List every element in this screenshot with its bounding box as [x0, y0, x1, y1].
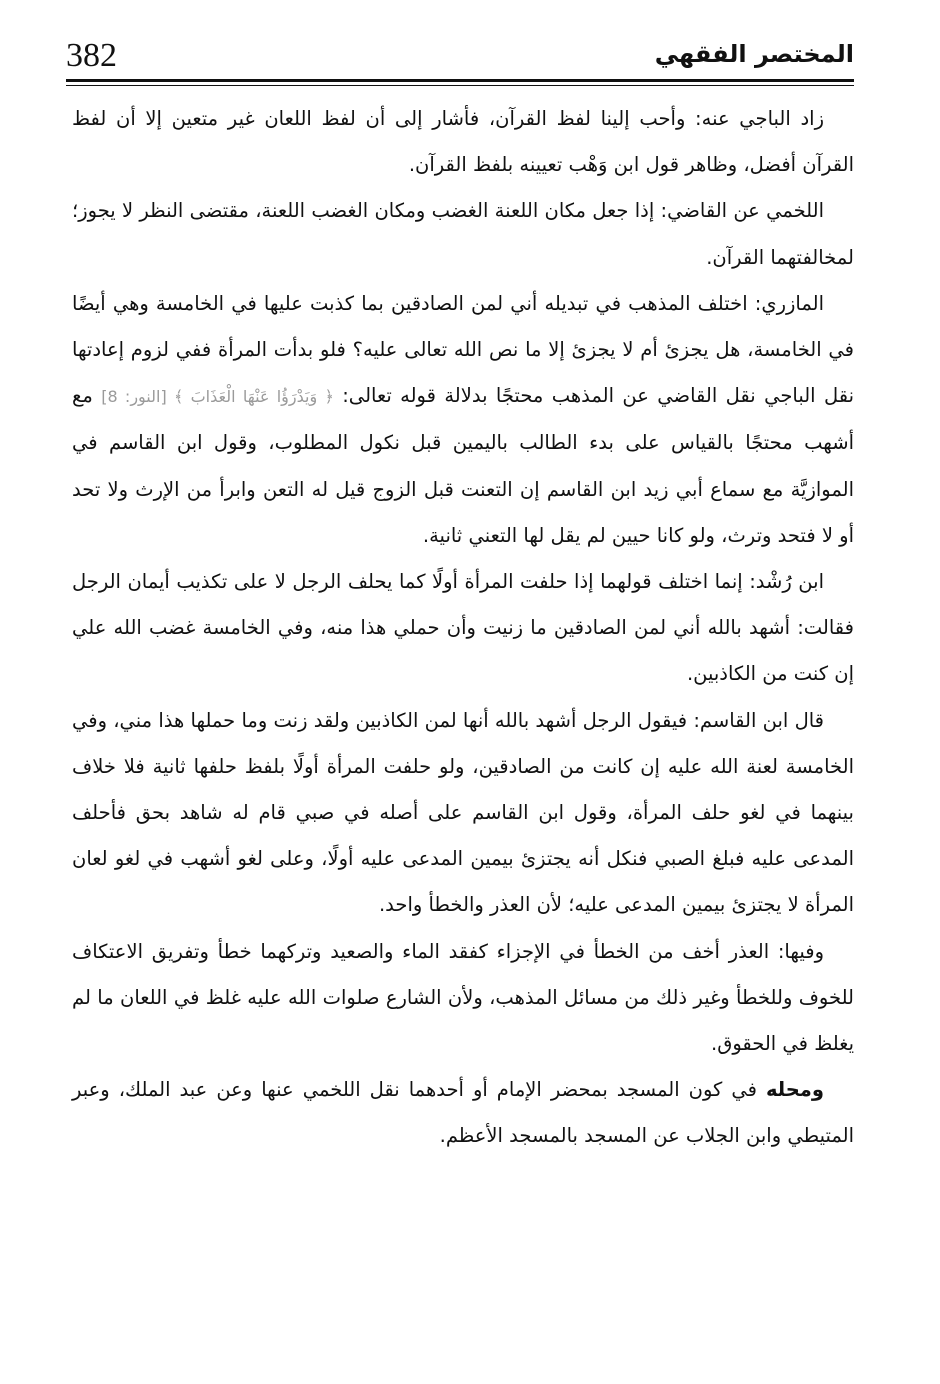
page-number: 382 [66, 37, 117, 74]
paragraph [72, 281, 854, 559]
paragraph-text: زاد الباجي عنه: وأحب إلينا لفظ القرآن، فأشار إلى أن لفظ اللعان غير متعين إلا أن لفظ القرآن أفضل، وظاهر قول ابن وَهْب تعيينه بلفظ القرآن. [72, 107, 854, 177]
paragraph-text: وفيها: العذر أخف من الخطأ في الإجزاء كفقد الماء والصعيد وتركهما خطأ وتفريق الاعتكاف للخوف وللخطأ وغير ذلك من مسائل المذهب، ولأن الشارع صلوات الله عليه غلظ في اللعان ما لم يغلظ في الحقوق. [72, 939, 854, 1056]
paragraph [72, 1067, 854, 1159]
paragraph [72, 929, 854, 1068]
paragraph-text: قال ابن القاسم: فيقول الرجل أشهد بالله أنها لمن الكاذبين ولقد زنت وما حملها هذا مني، وفي الخامسة لعنة الله عليه إن كانت من الصادقين، ولو حلفت المرأة أولًا بلفظ حلفها ثانية فلا خلاف بينهما في لغو حلف المرأة، وقول ابن القاسم على أصله في صبي قام له شاهد بحق فأحلف المدعى عليه فبلغ الصبي فنكل أنه يجتزئ بيمين المدعى عليه أولًا، وعلى لغو أشهب في لغو لعان المرأة لا يجتزئ بيمين المدعى عليه؛ لأن العذر والخطأ واحد. [72, 708, 854, 917]
paragraph-text: اللخمي عن القاضي: إذا جعل مكان اللعنة الغضب ومكان الغضب اللعنة، مقتضى النظر لا يجوز؛ لمخالفتهما القرآن. [72, 199, 854, 269]
paragraph-lead-word: ومحله [765, 1078, 824, 1102]
paragraph [72, 188, 854, 280]
page-header [66, 26, 854, 78]
paragraph-text: ابن رُشْد: إنما اختلف قولهما إذا حلفت المرأة أولًا كما يحلف الرجل لا على تكذيب أيمان الرجل فقالت: أشهد بالله أني لمن الصادقين ما زنيت وأن حملي هذا منه، وفي الخامسة غضب الله علي إن كنت من الكاذبين. [72, 570, 854, 686]
page-body [72, 96, 854, 1326]
book-title: المختصر الفقهي [654, 40, 854, 68]
paragraph [72, 698, 854, 929]
paragraph-text: مع أشهب محتجًا بالقياس على بدء الطالب باليمين قبل نكول المطلوب، وقول ابن القاسم في الموازيَّة مع سماع أبي زيد ابن القاسم إن التعنت قبل الزوج قيل له التعن وابرأ من الإرث ولا تحد أو لا فتحد وترث، ولو كانا حيين لم يقل لها التعني ثانية. [72, 384, 854, 547]
header-rule-thick [66, 79, 854, 82]
paragraph-text: في كون المسجد بمحضر الإمام أو أحدهما نقل اللخمي عنها وعن عبد الملك، وعبر المتيطي وابن الجلاب عن المسجد بالمسجد الأعظم. [72, 1078, 854, 1148]
quran-reference: ﴿ وَيَدْرَؤُا عَنْهَا الْعَذَابَ ﴾ [النور: 8] [101, 387, 334, 407]
paragraph [72, 96, 854, 188]
paragraph [72, 559, 854, 698]
header-rule-thin [66, 85, 854, 86]
paragraph-text: المازري: اختلف المذهب في تبديله أني لمن الصادقين بما كذبت عليها في الخامسة وهي أيضًا في الخامسة، هل يجزئ أم لا يجزئ إلا ما نص الله تعالى عليه؟ فلو بدأت المرأة ففي لزوم إعادتها نقل الباجي نقل القاضي عن المذهب محتجًا بدلالة قوله تعالى: [72, 291, 855, 408]
